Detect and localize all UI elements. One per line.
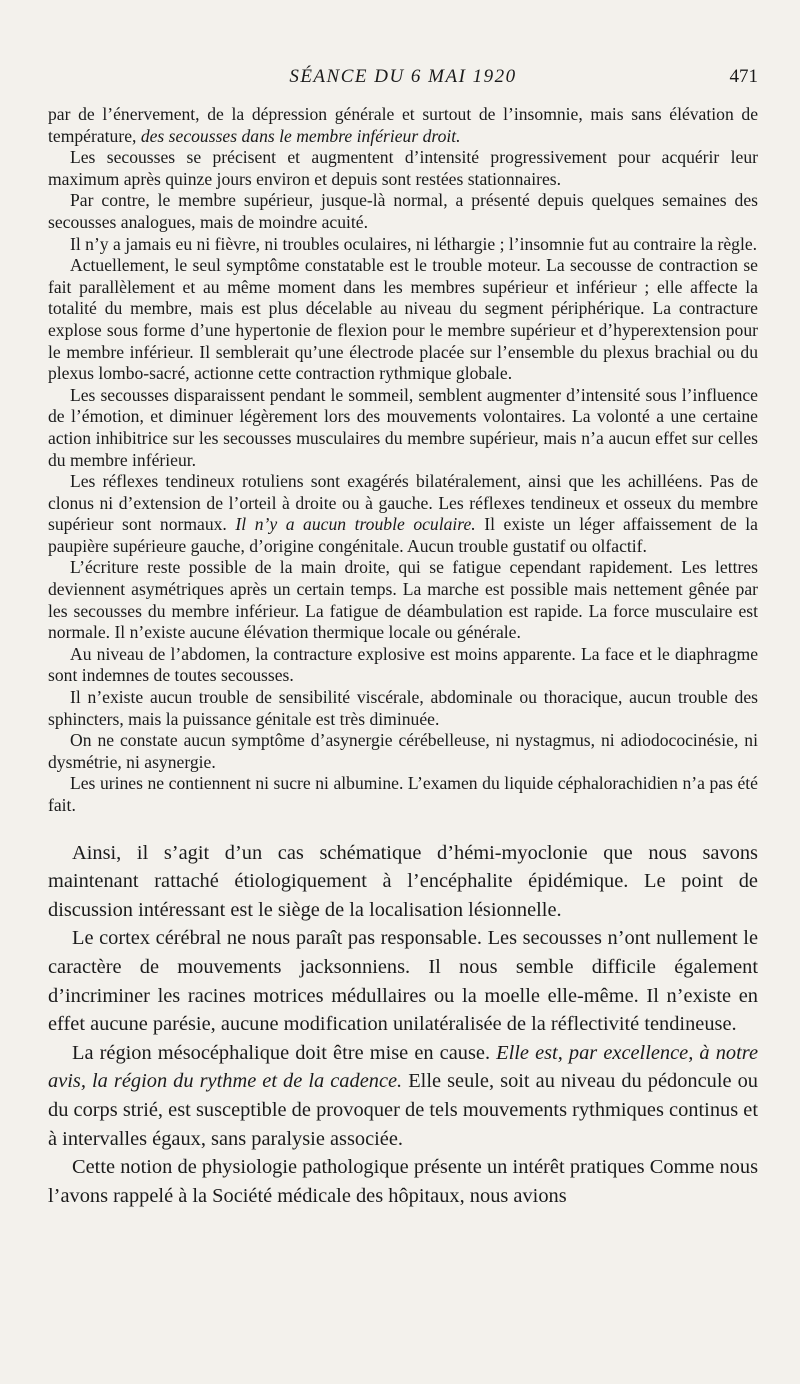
discussion-paragraph-2: Le cortex cérébral ne nous paraît pas responsable. Les secousses n’ont nullement le caractère de mouvements jacksonniens. Il nous semble difficile également d’incriminer les racines motrices médullaires ou la moelle elle-même. Il n’existe en effet aucune parésie, aucune modification unilatéralisée de la réflectivité tendineuse. — [48, 927, 758, 1036]
case-description — [48, 104, 758, 817]
paragraph-7-italic: Il n’y a aucun trouble oculaire. — [235, 514, 476, 535]
running-head — [48, 66, 758, 96]
discussion-paragraph-3 — [48, 1039, 758, 1153]
discussion-paragraph-3-text-a: La région mésocéphalique doit être mise en cause. — [72, 1041, 497, 1064]
paragraph-5: Actuellement, le seul symptôme constatable est le trouble moteur. La secousse de contraction se fait parallèlement et au même moment dans les membres supérieur et inférieur ; elle affecte la totalité du membre, mais est plus décelable au niveau du segment périphérique. La contracture explose sous forme d’une hypertonie de flexion pour le membre supérieur et d’hyperextension pour le membre inférieur. Il semblerait qu’une électrode placée sur l’ensemble du plexus brachial ou du plexus lombo-sacré, actionne cette contraction rythmique globale. — [48, 255, 758, 384]
paragraph-9: Au niveau de l’abdomen, la contracture explosive est moins apparente. La face et le diaphragme sont indemnes de toutes secousses. — [48, 643, 758, 686]
discussion-paragraph-3-text-b: Elle seule, soit au niveau du pédoncule ou du corps strié, est susceptible de provoquer de tels mouvements rythmiques continus et à intervalles égaux, sans paralysie associée. — [48, 1070, 759, 1150]
paragraph-11: On ne constate aucun symptôme d’asynergie cérébelleuse, ni nystagmus, ni adiodococinésie, ni dysmétrie, ni asynergie. — [48, 730, 758, 772]
paragraph-8: L’écriture reste possible de la main droite, qui se fatigue cependant rapidement. Les lettres deviennent asymétriques après un certain temps. La marche est possible mais nettement gênée par les secousses du membre inférieur. La fatigue de déambulation est rapide. La force musculaire est normale. Il n’existe aucune élévation thermique locale ou générale. — [48, 557, 758, 643]
paragraph-1 — [48, 104, 758, 147]
discussion-paragraph-4: Cette notion de physiologie pathologique présente un intérêt pratiques Comme nous l’avons rappelé à la Société médicale des hôpitaux, nous avions — [48, 1156, 758, 1207]
paragraph-7-text-a: Les réflexes tendineux rotuliens sont exagérés bilatéralement, ainsi que les achilléens. Pas de clonus ni d’extension de l’orteil à droite ou à gauche. Les réflexes tendineux et osseux du membre supérieur sont normaux. — [48, 471, 758, 535]
running-title: SÉANCE DU 6 MAI 1920 — [289, 66, 517, 87]
paragraph-12: Les urines ne contiennent ni sucre ni albumine. L’examen du liquide céphalorachidien n’a pas été fait. — [48, 773, 758, 815]
discussion-paragraph-1: Ainsi, il s’agit d’un cas schématique d’hémi-myoclonie que nous savons maintenant rattaché étiologiquement à l’encéphalite épidémique. Le point de discussion intéressant est le siège de la localisation lésionnelle. — [48, 841, 758, 921]
discussion-paragraph-3-italic: Elle est, par excellence, à notre avis, la région du rythme et de la cadence. — [48, 1041, 758, 1093]
paragraph-2: Les secousses se précisent et augmentent d’intensité progressivement pour acquérir leur maximum après quinze jours environ et depuis sont restées stationnaires. — [48, 147, 758, 189]
paragraph-7-text-b: Il existe un léger affaissement de la paupière supérieure gauche, d’origine congénitale. Aucun trouble gustatif ou olfactif. — [48, 514, 758, 556]
paragraph-3: Par contre, le membre supérieur, jusque-là normal, a présenté depuis quelques semaines des secousses analogues, mais de moindre acuité. — [48, 190, 758, 232]
paragraph-4: Il n’y a jamais eu ni fièvre, ni troubles oculaires, ni léthargie ; l’insomnie fut au contraire la règle. — [70, 233, 758, 254]
paragraph-7 — [48, 471, 758, 557]
page-number: 471 — [729, 66, 758, 87]
paragraph-1-italic: des secousses dans le membre inférieur droit. — [140, 125, 461, 146]
paragraph-10: Il n’existe aucun trouble de sensibilité viscérale, abdominale ou thoracique, aucun trouble des sphincters, mais la puissance génitale est très diminuée. — [48, 687, 758, 729]
paragraph-1-text: par de l’énervement, de la dépression générale et surtout de l’insomnie, mais sans élévation de température, — [48, 104, 758, 146]
paragraph-6: Les secousses disparaissent pendant le sommeil, semblent augmenter d’intensité sous l’influence de l’émotion, et diminuer légèrement lors des mouvements volontaires. La volonté a une certaine action inhibitrice sur les secousses musculaires du membre supérieur, mais n’a aucun effet sur celles du membre inférieur. — [48, 384, 758, 470]
discussion — [48, 839, 758, 1211]
